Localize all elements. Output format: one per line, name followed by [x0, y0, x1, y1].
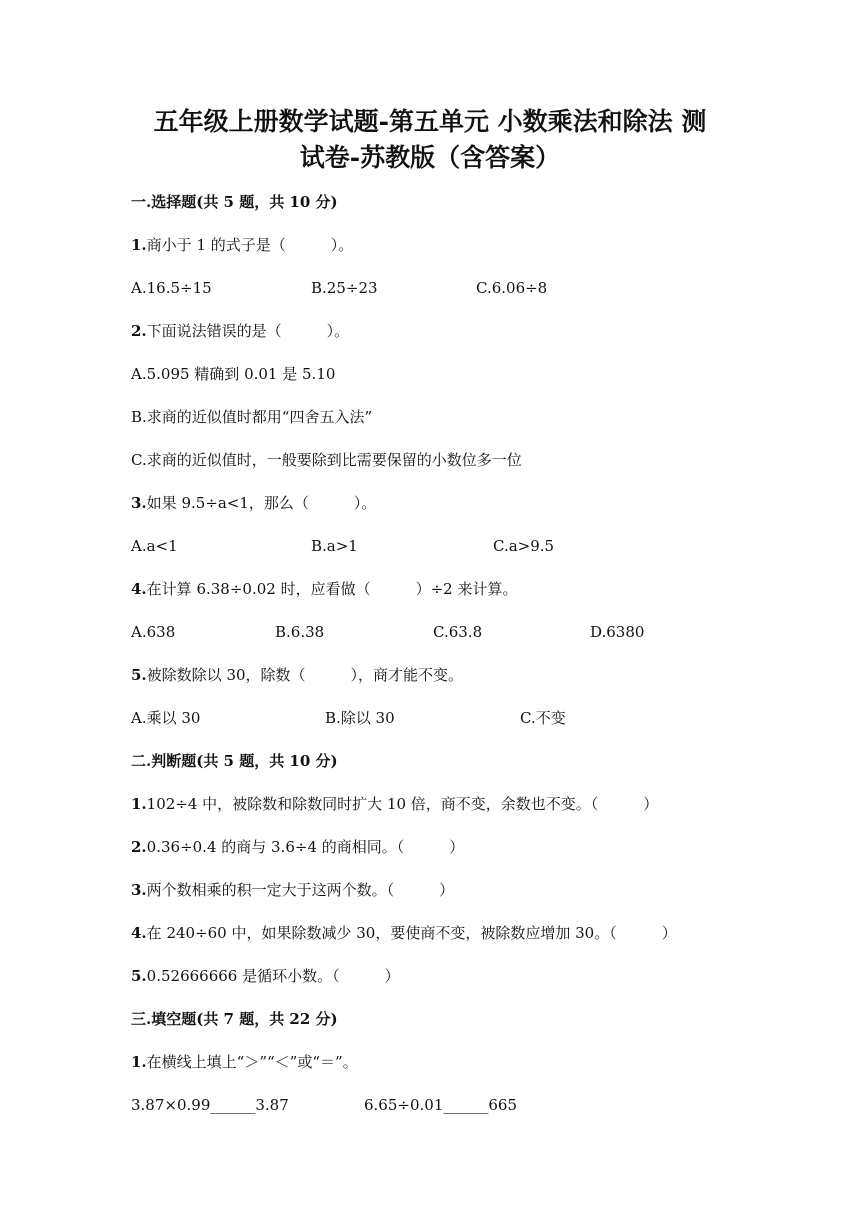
- title-line-1: 五年级上册数学试题-第五单元 小数乘法和除法 测: [153, 107, 707, 136]
- question-2-1: [131, 793, 658, 815]
- question-2-3: [131, 879, 454, 901]
- options-1-1: [131, 277, 731, 299]
- question-text: 在计算 6.38÷0.02 时，应看做（ ）÷2 来计算。: [146, 580, 518, 598]
- question-text: 在 240÷60 中，如果除数减少 30，要使商不变，被除数应增加 30。（ ）: [146, 924, 677, 942]
- option-a: A.5.095 精确到 0.01 是 5.10: [131, 365, 336, 383]
- option-b: B.除以 30: [325, 709, 395, 727]
- section-heading-judgement: 二.判断题(共 5 题，共 10 分): [131, 752, 338, 770]
- option-c: C.a>9.5: [493, 537, 555, 555]
- question-number: 1.: [131, 795, 147, 813]
- option-c: C.不变: [520, 709, 566, 727]
- question-number: 5.: [131, 967, 147, 985]
- blanks-3-1: [131, 1094, 731, 1116]
- option-d: D.6380: [590, 623, 645, 641]
- option-c: C.63.8: [433, 623, 483, 641]
- question-1-2: [131, 320, 349, 342]
- question-1-5: [131, 664, 463, 686]
- option-a: A.乘以 30: [131, 709, 201, 727]
- question-text: 被除数除以 30，除数（ ），商才能不变。: [146, 666, 464, 684]
- question-number: 2.: [131, 838, 147, 856]
- question-text: 商小于 1 的式子是（ ）。: [146, 236, 354, 254]
- question-number: 3.: [131, 881, 147, 899]
- question-1-4: [131, 578, 517, 600]
- options-1-5: [131, 707, 731, 729]
- question-2-2: [131, 836, 464, 858]
- section-heading-fill-blank: 三.填空题(共 7 题，共 22 分): [131, 1010, 338, 1028]
- question-number: 1.: [131, 236, 147, 254]
- option-a: A.a<1: [131, 537, 178, 555]
- question-text: 0.52666666 是循环小数。（ ）: [146, 967, 400, 985]
- options-1-3: [131, 535, 731, 557]
- question-text: 在横线上填上“＞”“＜”或“＝”。: [146, 1053, 358, 1071]
- options-1-4: [131, 621, 731, 643]
- question-number: 4.: [131, 580, 147, 598]
- comparison-blank-2: 6.65÷0.01______665: [364, 1096, 517, 1114]
- question-2-4: [131, 922, 677, 944]
- title-line-2: 试卷-苏教版（含答案）: [299, 143, 561, 172]
- question-text: 102÷4 中，被除数和除数同时扩大 10 倍，商不变，余数也不变。（ ）: [146, 795, 659, 813]
- question-text: 两个数相乘的积一定大于这两个数。（ ）: [146, 881, 455, 899]
- option-a: A.638: [131, 623, 176, 641]
- question-number: 1.: [131, 1053, 147, 1071]
- comparison-blank-1: 3.87×0.99______3.87: [131, 1096, 289, 1114]
- option-b: B.25÷23: [311, 279, 378, 297]
- question-text: 0.36÷0.4 的商与 3.6÷4 的商相同。（ ）: [146, 838, 465, 856]
- question-1-1: [131, 234, 353, 256]
- option-b: B.求商的近似值时都用“四舍五入法”: [131, 408, 373, 426]
- section-heading-choice: 一.选择题(共 5 题，共 10 分): [131, 193, 338, 211]
- option-c: C.6.06÷8: [476, 279, 548, 297]
- option-c: C.求商的近似值时，一般要除到比需要保留的小数位多一位: [131, 451, 522, 469]
- question-text: 如果 9.5÷a<1，那么（ ）。: [146, 494, 377, 512]
- question-number: 3.: [131, 494, 147, 512]
- question-number: 4.: [131, 924, 147, 942]
- document-title: [120, 104, 740, 176]
- question-number: 2.: [131, 322, 147, 340]
- question-1-3: [131, 492, 376, 514]
- question-2-5: [131, 965, 400, 987]
- option-b: B.6.38: [275, 623, 325, 641]
- question-3-1: [131, 1051, 358, 1073]
- question-text: 下面说法错误的是（ ）。: [146, 322, 350, 340]
- option-b: B.a>1: [311, 537, 358, 555]
- option-a: A.16.5÷15: [131, 279, 212, 297]
- question-number: 5.: [131, 666, 147, 684]
